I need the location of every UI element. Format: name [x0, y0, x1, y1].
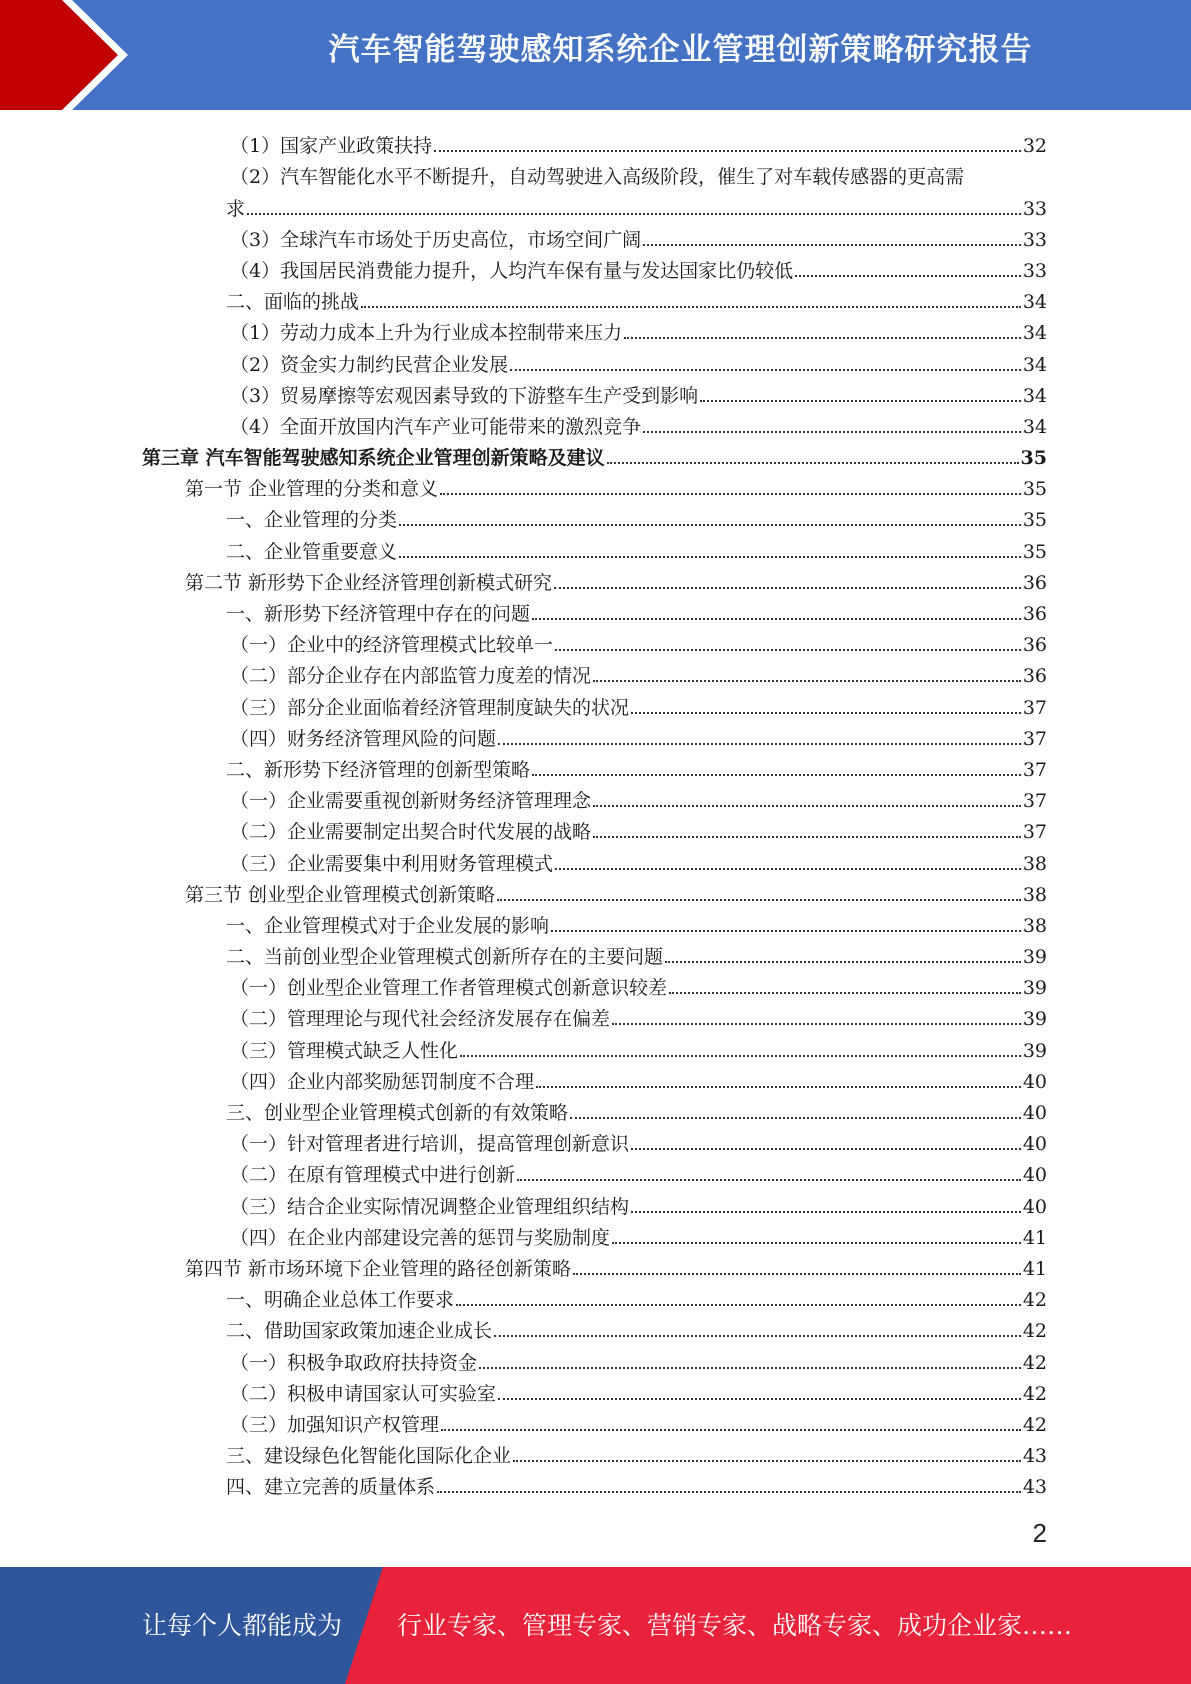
toc-entry-page: 43 [1022, 1476, 1047, 1499]
toc-entry-page: 39 [1022, 1008, 1047, 1031]
toc-entry-page: 42 [1022, 1289, 1047, 1312]
toc-entry-title: （二）部分企业存在内部监管力度差的情况 [230, 665, 592, 688]
toc-entry-title: 第二节 新形势下企业经济管理创新模式研究 [185, 571, 553, 594]
toc-entry[interactable] [0, 1094, 1191, 1125]
dot-leader [498, 743, 1021, 745]
dot-leader [612, 1023, 1021, 1025]
toc-entry[interactable] [0, 408, 1191, 439]
toc-entry-title: 一、企业管理的分类 [226, 509, 398, 532]
dot-leader [669, 992, 1021, 994]
page-number: 2 [1032, 1518, 1047, 1548]
toc-entry-title: 一、企业管理模式对于企业发展的影响 [226, 914, 550, 937]
dot-leader [631, 712, 1021, 714]
toc-entry-page: 42 [1022, 1351, 1047, 1374]
toc-entry-title: （四）企业内部奖励惩罚制度不合理 [230, 1070, 535, 1093]
toc-entry-title: 一、明确企业总体工作要求 [226, 1289, 455, 1312]
toc-entry-title: （3）全球汽车市场处于历史高位，市场空间广阔 [230, 228, 642, 251]
toc-entry-title: 一、新形势下经济管理中存在的问题 [226, 603, 531, 626]
dot-leader [437, 1491, 1021, 1493]
dot-leader [441, 1429, 1021, 1431]
toc-entry-page: 40 [1022, 1102, 1047, 1125]
dot-leader [665, 961, 1021, 963]
toc-entry[interactable] [0, 751, 1191, 782]
toc-entry-title: （三）管理模式缺乏人性化 [230, 1039, 459, 1062]
toc-entry[interactable] [0, 938, 1191, 969]
toc-entry[interactable] [0, 221, 1191, 252]
toc-entry-page: 33 [1022, 228, 1047, 251]
toc-entry[interactable] [0, 283, 1191, 314]
dot-leader [555, 649, 1021, 651]
toc-entry-page: 36 [1022, 571, 1047, 594]
toc-entry-page: 39 [1022, 1039, 1047, 1062]
toc-entry[interactable] [0, 1406, 1191, 1437]
toc-entry-page: 39 [1022, 977, 1047, 1000]
toc-entry-page: 40 [1022, 1070, 1047, 1093]
toc-entry[interactable] [0, 345, 1191, 376]
dot-leader [570, 1117, 1021, 1119]
dot-leader [399, 524, 1021, 526]
dot-leader [497, 899, 1021, 901]
toc-entry[interactable] [0, 595, 1191, 626]
toc-entry-page: 35 [1022, 509, 1047, 532]
dot-leader [593, 836, 1021, 838]
toc-entry-page: 33 [1022, 197, 1047, 220]
toc-entry-page: 36 [1022, 665, 1047, 688]
toc-entry-page: 37 [1022, 758, 1047, 781]
toc-entry-title: 三、建设绿色化智能化国际化企业 [226, 1445, 512, 1468]
dot-leader [555, 868, 1021, 870]
toc-entry-page: 41 [1022, 1226, 1047, 1249]
toc-entry-title: 第三章 汽车智能驾驶感知系统企业管理创新策略及建议 [142, 447, 605, 470]
toc-entry[interactable] [0, 907, 1191, 938]
toc-entry-title: （一）企业需要重视创新财务经济管理理念 [230, 790, 592, 813]
dot-leader [532, 618, 1021, 620]
dot-leader [795, 275, 1021, 277]
header-banner [0, 0, 1191, 110]
dot-leader [643, 244, 1021, 246]
toc-entry[interactable] [0, 1375, 1191, 1406]
toc-entry-page: 42 [1022, 1413, 1047, 1436]
toc-entry[interactable] [0, 688, 1191, 719]
toc-entry[interactable] [0, 252, 1191, 283]
toc-entry-title: 第三节 创业型企业管理模式创新策略 [185, 883, 496, 906]
toc-entry-title: （四）财务经济管理风险的问题 [230, 727, 497, 750]
chevron-arrow-icon [0, 0, 150, 110]
toc-entry[interactable] [0, 1250, 1191, 1281]
toc-entry-title: （四）在企业内部建设完善的惩罚与奖励制度 [230, 1226, 611, 1249]
toc-entry[interactable] [0, 501, 1191, 532]
toc-entry-page: 36 [1022, 603, 1047, 626]
toc-entry-page: 34 [1022, 384, 1047, 407]
toc-entry-page: 40 [1022, 1164, 1047, 1187]
toc-entry[interactable] [0, 844, 1191, 875]
toc-entry-page: 33 [1022, 259, 1047, 282]
toc-entry-title: 二、企业管重要意义 [226, 540, 398, 563]
dot-leader [631, 1148, 1021, 1150]
toc-entry-page: 35 [1022, 540, 1047, 563]
toc-entry[interactable] [0, 1187, 1191, 1218]
dot-leader [612, 1242, 1021, 1244]
toc-entry-title: （4）全面开放国内汽车产业可能带来的激烈竞争 [230, 415, 642, 438]
dot-leader [593, 680, 1021, 682]
toc-entry[interactable] [0, 1343, 1191, 1374]
toc-entry-page: 40 [1022, 1133, 1047, 1156]
dot-leader [554, 587, 1021, 589]
toc-entry[interactable] [0, 377, 1191, 408]
toc-entry[interactable] [0, 1063, 1191, 1094]
dot-leader [494, 1335, 1021, 1337]
dot-leader [643, 431, 1021, 433]
toc-entry-title: 四、建立完善的质量体系 [226, 1476, 436, 1499]
toc-entry-page: 43 [1022, 1445, 1047, 1468]
toc-entry-title: （2）资金实力制约民营企业发展 [230, 353, 509, 376]
report-title: 汽车智能驾驶感知系统企业管理创新策略研究报告 [328, 32, 1033, 68]
toc-entry-title: （一）针对管理者进行培训，提高管理创新意识 [230, 1133, 630, 1156]
toc-entry-title-continued: 求 [226, 197, 246, 220]
toc-entry-page: 38 [1022, 852, 1047, 875]
toc-entry[interactable] [0, 470, 1191, 501]
toc-entry[interactable] [0, 1468, 1191, 1499]
toc-entry-page: 38 [1022, 914, 1047, 937]
toc-entry-page: 41 [1022, 1257, 1047, 1280]
toc-entry-title: （二）积极申请国家认可实验室 [230, 1382, 497, 1405]
toc-entry-title: （2）汽车智能化水平不断提升，自动驾驶进入高级阶段，催生了对车载传感器的更高需 [230, 166, 965, 189]
toc-entry-page: 35 [1022, 478, 1047, 501]
toc-entry-page: 34 [1022, 322, 1047, 345]
toc-entry-page: 37 [1022, 790, 1047, 813]
dot-leader [536, 1086, 1021, 1088]
toc-entry-title: （三）企业需要集中利用财务管理模式 [230, 852, 554, 875]
dot-leader [624, 337, 1021, 339]
toc-entry[interactable] [0, 782, 1191, 813]
toc-entry[interactable] [0, 532, 1191, 563]
toc-entry-page: 34 [1022, 415, 1047, 438]
toc-entry-page: 42 [1022, 1320, 1047, 1343]
dot-leader [498, 1398, 1021, 1400]
dot-leader [513, 1460, 1021, 1462]
toc-entry-page: 34 [1022, 353, 1047, 376]
dot-leader [434, 150, 1021, 152]
table-of-contents [0, 127, 1191, 1499]
toc-entry-title: （一）企业中的经济管理模式比较单一 [230, 634, 554, 657]
toc-entry[interactable] [0, 1281, 1191, 1312]
dot-leader [440, 493, 1021, 495]
toc-entry[interactable] [0, 1156, 1191, 1187]
toc-entry-title: 第一节 企业管理的分类和意义 [185, 478, 439, 501]
toc-entry-title: 二、当前创业型企业管理模式创新所存在的主要问题 [226, 946, 664, 969]
dot-leader [510, 369, 1021, 371]
toc-entry-title: （二）在原有管理模式中进行创新 [230, 1164, 516, 1187]
footer-slogan-left: 让每个人都能成为 [142, 1611, 343, 1640]
toc-entry-title: （一）创业型企业管理工作者管理模式创新意识较差 [230, 977, 668, 1000]
toc-entry[interactable] [0, 813, 1191, 844]
toc-entry-title: 三、创业型企业管理模式创新的有效策略 [226, 1102, 569, 1125]
toc-entry[interactable] [0, 127, 1191, 158]
toc-entry-title: （1）劳动力成本上升为行业成本控制带来压力 [230, 322, 623, 345]
toc-entry[interactable] [0, 1312, 1191, 1343]
dot-leader [700, 400, 1021, 402]
toc-entry[interactable] [0, 969, 1191, 1000]
toc-entry-title: （二）企业需要制定出契合时代发展的战略 [230, 821, 592, 844]
footer-banner [0, 1567, 1191, 1684]
dot-leader [551, 930, 1021, 932]
toc-entry-title: （二）管理理论与现代社会经济发展存在偏差 [230, 1008, 611, 1031]
toc-entry-title: 二、借助国家政策加速企业成长 [226, 1320, 493, 1343]
toc-entry[interactable] [0, 1437, 1191, 1468]
toc-entry-page: 32 [1022, 135, 1047, 158]
toc-entry[interactable] [0, 158, 1191, 220]
dot-leader [479, 1367, 1021, 1369]
toc-entry-title: 二、面临的挑战 [226, 291, 360, 314]
toc-entry-title: 二、新形势下经济管理的创新型策略 [226, 758, 531, 781]
toc-entry[interactable] [0, 1219, 1191, 1250]
dot-leader [593, 805, 1021, 807]
toc-entry[interactable] [0, 1031, 1191, 1062]
toc-entry[interactable] [0, 657, 1191, 688]
toc-entry-title: （4）我国居民消费能力提升，人均汽车保有量与发达国家比仍较低 [230, 259, 794, 282]
toc-entry[interactable] [0, 439, 1191, 470]
toc-entry-title: （三）结合企业实际情况调整企业管理组织结构 [230, 1195, 630, 1218]
toc-entry-page: 40 [1022, 1195, 1047, 1218]
toc-entry-title: （3）贸易摩擦等宏观因素导致的下游整车生产受到影响 [230, 384, 699, 407]
toc-entry-title: （1）国家产业政策扶持 [230, 135, 433, 158]
dot-leader [460, 1055, 1021, 1057]
toc-entry-page: 37 [1022, 821, 1047, 844]
footer-slogan-right: 行业专家、管理专家、营销专家、战略专家、成功企业家…… [397, 1611, 1073, 1640]
toc-entry[interactable] [0, 720, 1191, 751]
dot-leader [399, 556, 1021, 558]
toc-entry-title: （三）加强知识产权管理 [230, 1413, 440, 1436]
toc-entry-title: （三）部分企业面临着经济管理制度缺失的状况 [230, 696, 630, 719]
dot-leader [532, 774, 1021, 776]
toc-entry-page: 37 [1022, 696, 1047, 719]
toc-entry-page: 35 [1020, 447, 1047, 470]
toc-entry-page: 36 [1022, 634, 1047, 657]
toc-entry-title: 第四节 新市场环境下企业管理的路径创新策略 [185, 1257, 572, 1280]
toc-entry[interactable] [0, 626, 1191, 657]
toc-entry[interactable] [0, 876, 1191, 907]
toc-entry[interactable] [0, 564, 1191, 595]
toc-entry[interactable] [0, 314, 1191, 345]
dot-leader [573, 1273, 1021, 1275]
toc-entry[interactable] [0, 1125, 1191, 1156]
dot-leader [607, 462, 1019, 464]
toc-entry-page: 34 [1022, 291, 1047, 314]
toc-entry-page: 38 [1022, 883, 1047, 906]
dot-leader [631, 1211, 1021, 1213]
toc-entry-title: （一）积极争取政府扶持资金 [230, 1351, 478, 1374]
toc-entry-page: 42 [1022, 1382, 1047, 1405]
dot-leader [361, 306, 1021, 308]
dot-leader [456, 1304, 1021, 1306]
dot-leader [247, 213, 1021, 215]
toc-entry-page: 37 [1022, 727, 1047, 750]
toc-entry[interactable] [0, 1000, 1191, 1031]
dot-leader [517, 1179, 1021, 1181]
toc-entry-page: 39 [1022, 946, 1047, 969]
